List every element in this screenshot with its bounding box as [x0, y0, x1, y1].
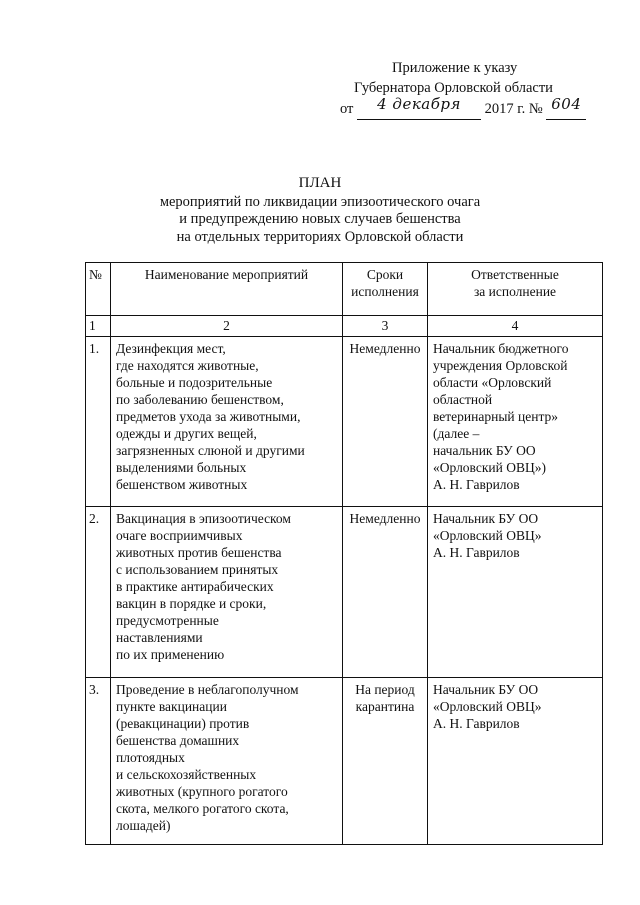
column-number-row: [86, 316, 603, 337]
row-number: 2.: [86, 507, 111, 678]
handwritten-date: 4 декабря: [377, 95, 461, 113]
from-label: от: [340, 101, 354, 117]
plan-heading: ПЛАН: [298, 175, 342, 191]
year-text: 2017 г. №: [484, 101, 543, 117]
measure-name: Проведение в неблагополучном пункте вакцинации (ревакцинации) против бешенства домашних плотоядных и сельскохозяйственных животных (крупного рогатого скота, мелкого рогатого скота, лошадей): [111, 678, 343, 845]
header-number: №: [86, 263, 111, 316]
row-number: 3.: [86, 678, 111, 845]
measures-table: [85, 262, 603, 845]
table-row: [86, 337, 603, 507]
column-number: 3: [343, 316, 428, 337]
appendix-date-line: [340, 95, 600, 120]
column-number: 1: [86, 316, 111, 337]
plan-title: [0, 175, 640, 246]
measure-name: Вакцинация в эпизоотическом очаге восприимчивых животных против бешенства с использованием принятых в практике антирабических вакцин в порядке и сроки, предусмотренные наставлениями по их применению: [111, 507, 343, 678]
row-number: 1.: [86, 337, 111, 507]
appendix-block: [340, 58, 600, 120]
date-signature-field: [357, 95, 481, 120]
measure-responsible: Начальник БУ ОО «Орловский ОВЦ» А. Н. Гаврилов: [428, 507, 603, 678]
plan-subtitle-1: мероприятий по ликвидации эпизоотического очага: [159, 193, 481, 210]
table-row: [86, 678, 603, 845]
measure-name: Дезинфекция мест, где находятся животные, больные и подозрительные по заболеванию бешенством, предметов ухода за животными, одежды и других вещей, загрязненных слюной и другими выделениями больных бешенством животных: [111, 337, 343, 507]
column-number: 4: [428, 316, 603, 337]
column-number: 2: [111, 316, 343, 337]
header-responsible: Ответственные за исполнение: [428, 263, 603, 316]
appendix-line-1: Приложение к указу: [392, 60, 518, 76]
handwritten-number: 604: [551, 95, 582, 113]
measure-term: Немедленно: [343, 337, 428, 507]
number-signature-field: [546, 95, 586, 120]
header-measure-name: Наименование мероприятий: [111, 263, 343, 316]
plan-subtitle-2: и предупреждению новых случаев бешенства: [179, 211, 461, 227]
measure-term: Немедленно: [343, 507, 428, 678]
measure-responsible: Начальник БУ ОО «Орловский ОВЦ» А. Н. Гаврилов: [428, 678, 603, 845]
plan-subtitle-3: на отдельных территориях Орловской области: [176, 228, 464, 245]
header-term: Сроки исполнения: [343, 263, 428, 316]
table-row: [86, 507, 603, 678]
table-header-row: [86, 263, 603, 316]
measure-term: На период карантина: [343, 678, 428, 845]
measure-responsible: Начальник бюджетного учреждения Орловской области «Орловский областной ветеринарный центр» (далее – начальник БУ ОО «Орловский ОВЦ») А. Н. Гаврилов: [428, 337, 603, 507]
appendix-line-2: Губернатора Орловской области: [354, 80, 553, 96]
